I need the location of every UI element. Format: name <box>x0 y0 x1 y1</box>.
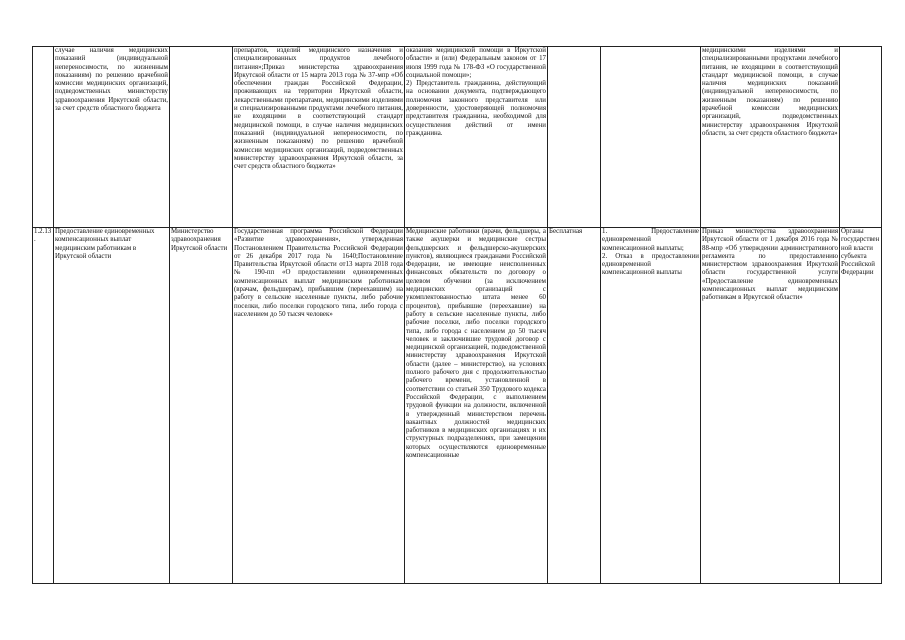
cell-legal-basis: Государственная программа Российской Федерации «Развитие здравоохранения», утвержденная Постановлением Правительства Российской Федерации от 26 декабря 2017 года № 1640;Постановление Правительства Иркутской области от13 марта 2018 года № 190-пп «О предоставлении единовременных компенсационных выплат медицинским работникам (врачам, фельдшерам), прибывшим (переехавшим) на работу в сельские населенные пункты, либо рабочие поселки, либо поселки городского типа, либо города с населением до 50 тысяч человек» <box>233 228 405 584</box>
cell-result <box>601 47 701 228</box>
table-row <box>33 47 882 228</box>
cell-authority <box>170 47 233 228</box>
cell-level <box>840 47 882 228</box>
cell-regulation: медицинскими изделиями и специализированными продуктами лечебного питания, не входящими в соответствующий стандарт медицинской помощи, в случае наличия медицинских показаний (индивидуальной непереносимости, по жизненным показаниям) по решению врачебной комиссии медицинских организаций, подведомственных министерству здравоохранения Иркутской области, за счет средств областного бюджета» <box>701 47 840 228</box>
services-table <box>32 46 882 584</box>
cell-service-name: случае наличия медицинских показаний (индивидуальной непереносимости, по жизненным показаниям) по решению врачебной комиссии медицинских организаций, подведомственных министерству здравоохранения Иркутской области, за счет средств областного бюджета <box>54 47 170 228</box>
cell-result: 1. Предоставление единовременной компенсационной выплаты; 2. Отказ в предоставлении единовременной компенсационной выплаты <box>601 228 701 584</box>
cell-service-name: Предоставление единовременных компенсационных выплат медицинским работникам в Иркутской области <box>54 228 170 584</box>
cell-fee: Бесплатная <box>548 228 601 584</box>
cell-fee <box>548 47 601 228</box>
cell-legal-basis: препаратов, изделий медицинского назначения и специализированных продуктов лечебного питания»;Приказ министерства здравоохранения Иркутской области от 15 марта 2013 года № 37-мпр «Об обеспечении граждан Российской Федерации, проживающих на территории Иркутской области, лекарственными препаратами, медицинскими изделиями и специализированными продуктами лечебного питания, не входящими в соответствующий стандарт медицинской помощи, в случае наличия медицинских показаний (индивидуальной непереносимости, по жизненным показаниям) по решению врачебной комиссии медицинских организаций, подведомственных министерству здравоохранения Иркутской области, за счет средств областного бюджета» <box>233 47 405 228</box>
cell-number <box>33 47 54 228</box>
cell-level: Органы государственной власти субъекта Российской Федерации <box>840 228 882 584</box>
table-row <box>33 228 882 584</box>
cell-applicants: оказания медицинской помощи в Иркутской области» и (или) Федеральным законом от 17 июля 1999 года № 178-ФЗ «О государственной социальной помощи»; 2) Представитель гражданина, действующий на основании документа, подтверждающего полномочия законного представителя или доверенности, удостоверяющей полномочия представителя гражданина, необходимой для осуществления действий от имени гражданина. <box>405 47 548 228</box>
cell-number: 1.2.13. <box>33 228 54 584</box>
cell-regulation: Приказ министерства здравоохранения Иркутской области от 1 декабря 2016 года № 88-мпр «Об утверждении административного регламента по предоставлению министерством здравоохранения Иркутской области государственной услуги «Предоставление единовременных компенсационных выплат медицинским работникам в Иркутской области» <box>701 228 840 584</box>
cell-authority: Министерство здравоохранения Иркутской области <box>170 228 233 584</box>
cell-applicants: Медицинские работники (врачи, фельдшеры, а также акушерки и медицинские сестры фельдшерских и фельдшерско-акушерских пунктов), являющиеся гражданами Российской Федерации, не имеющие неисполненных финансовых обязательств по договору о целевом обучении (за исключением медицинских организаций с укомплектованностью штата менее 60 процентов), прибывшие (переехавшие) на работу в сельские населенные пункты, либо рабочие поселки, либо поселки городского типа, либо города с населением до 50 тысяч человек и заключившие трудовой договор с медицинской организацией, подведомственной министерству здравоохранения Иркутской области (далее – министерство), на условиях полного рабочего дня с продолжительностью рабочего времени, установленной в соответствии со статьей 350 Трудового кодекса Российской Федерации, с выполнением трудовой функции на должности, включенной в утвержденный министерством перечень вакантных должностей медицинских работников в медицинских организациях и их структурных подразделениях, при замещении которых осуществляются единовременные компенсационные <box>405 228 548 584</box>
